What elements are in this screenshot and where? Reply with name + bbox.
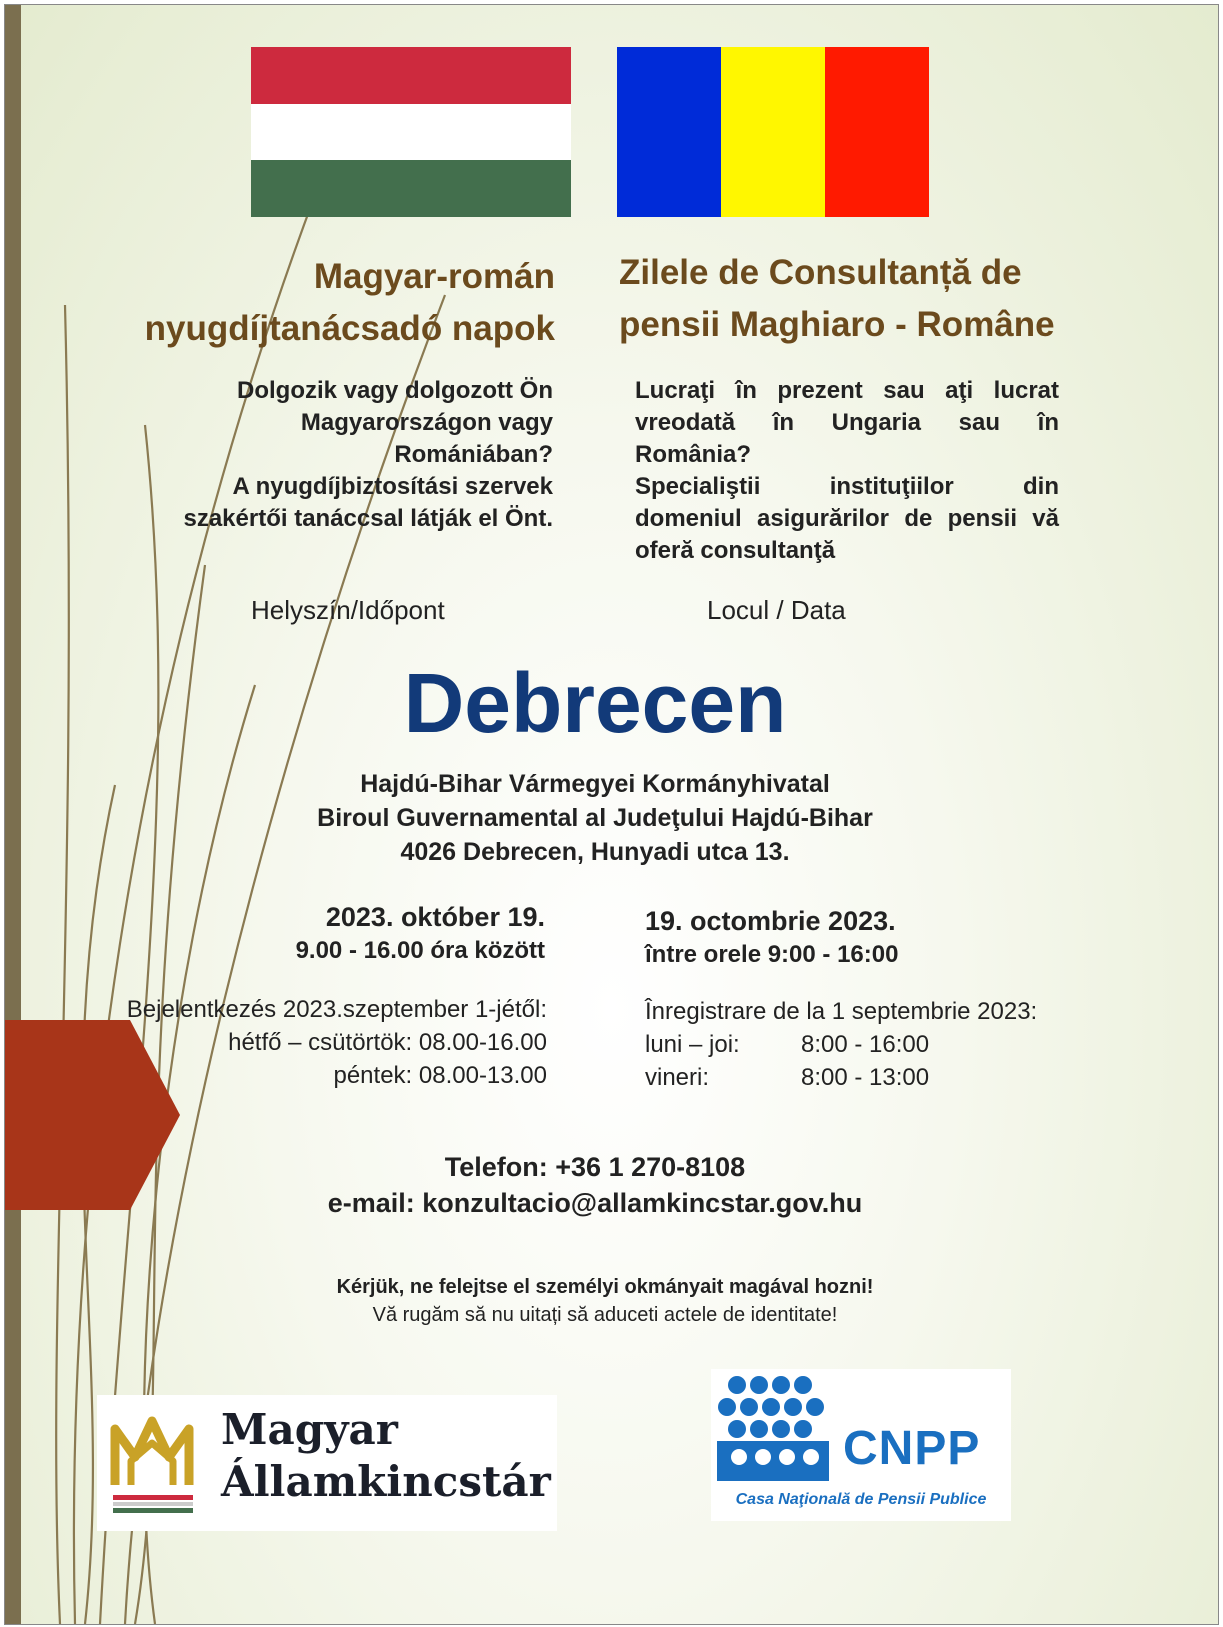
hu-hours-line1: hétfő – csütörtök: 08.00-16.00	[228, 1029, 547, 1056]
hu-title-line2: nyugdíjtanácsadó napok	[144, 309, 555, 348]
reminder-hu: Kérjük, ne felejtse el személyi okmányait magával hozni!	[336, 1276, 874, 1298]
hu-place-label: Helyszín/Időpont	[251, 595, 445, 625]
address-line3: 4026 Debrecen, Hunyadi utca 13.	[400, 838, 790, 866]
hu-registration	[65, 993, 547, 1092]
reminder-ro: Vă rugăm să nu uitați să aduceti actele de identitate!	[372, 1304, 838, 1326]
hungary-flag-white	[251, 104, 571, 160]
kincstar-logo	[97, 1395, 557, 1531]
ro-time: între orele 9:00 - 16:00	[645, 941, 899, 968]
hu-intro	[135, 375, 553, 535]
hungary-flag-red	[251, 47, 571, 104]
hu-intro-line: Dolgozik vagy dolgozott Ön	[237, 377, 553, 404]
contact-block	[245, 1149, 945, 1221]
address-line1: Hajdú-Bihar Vármegyei Kormányhivatal	[360, 770, 830, 798]
hungary-flag	[251, 47, 571, 217]
hu-intro-line: Magyarországon vagy	[300, 409, 553, 436]
ro-hours2: 8:00 - 13:00	[801, 1064, 930, 1091]
ro-intro-line: domeniul asigurărilor de pensii vă	[635, 505, 1059, 532]
kincstar-logo-line2: Államkincstár	[221, 1457, 551, 1506]
hu-title-line1: Magyar-román	[313, 257, 555, 296]
ro-days2: vineri:	[645, 1064, 710, 1091]
address-line2: Biroul Guvernamental al Judeţului Hajdú-Bihar	[317, 804, 873, 832]
romania-flag	[617, 47, 929, 217]
contact-email: e-mail: konzultacio@allamkincstar.gov.hu	[327, 1188, 863, 1218]
cnpp-emblem	[713, 1373, 833, 1483]
ro-intro-line: Lucraţi în prezent sau aţi lucrat	[635, 377, 1059, 404]
ro-intro	[635, 375, 1059, 567]
ro-title-line2: pensii Maghiaro - Române	[619, 305, 1055, 344]
contact-phone: Telefon: +36 1 270-8108	[444, 1152, 746, 1182]
ro-hours-row1	[645, 1028, 1115, 1061]
ro-intro-line: vreodată în Ungaria sau în	[635, 409, 1059, 436]
cnpp-logo-name: CNPP	[843, 1422, 981, 1475]
city-name: Debrecen	[403, 656, 787, 750]
address-block	[255, 767, 935, 869]
kincstar-emblem	[109, 1407, 195, 1517]
ro-intro-line: oferă consultanţă	[635, 537, 836, 564]
ro-intro-line: România?	[635, 441, 752, 468]
hu-title	[65, 251, 555, 355]
hu-intro-line: Romániában?	[394, 441, 553, 468]
romania-flag-yellow	[721, 47, 825, 217]
kincstar-logo-line1: Magyar	[221, 1405, 398, 1454]
ro-hours1: 8:00 - 16:00	[801, 1031, 930, 1058]
ro-date: 19. octombrie 2023.	[645, 906, 896, 936]
left-bar	[5, 5, 21, 1624]
cnpp-logo	[711, 1369, 1011, 1521]
hungary-flag-green	[251, 160, 571, 217]
romania-flag-blue	[617, 47, 721, 217]
hu-time: 9.00 - 16.00 óra között	[295, 937, 545, 964]
ro-registration-text: Înregistrare de la 1 septembrie 2023:	[645, 998, 1038, 1025]
poster	[4, 4, 1219, 1625]
hu-hours-line2: péntek: 08.00-13.00	[333, 1062, 547, 1089]
ro-place-label: Locul / Data	[707, 595, 846, 625]
hu-intro-line: A nyugdíjbiztosítási szervek	[232, 473, 553, 500]
ro-hours-row2	[645, 1061, 1115, 1094]
hu-intro-line: szakértői tanáccsal látják el Önt.	[183, 505, 553, 532]
ro-title	[619, 247, 1179, 351]
ro-title-line1: Zilele de Consultanță de	[619, 253, 1022, 292]
romania-flag-red	[825, 47, 929, 217]
cnpp-logo-full: Casa Naţională de Pensii Publice	[735, 1491, 987, 1508]
ro-intro-line: Specialiştii instituţiilor din	[635, 473, 1059, 500]
hu-registration-text: Bejelentkezés 2023.szeptember 1-jétől:	[126, 996, 547, 1023]
ro-days1: luni – joi:	[645, 1031, 740, 1058]
hu-date: 2023. október 19.	[325, 902, 545, 932]
ro-registration	[645, 995, 1115, 1094]
